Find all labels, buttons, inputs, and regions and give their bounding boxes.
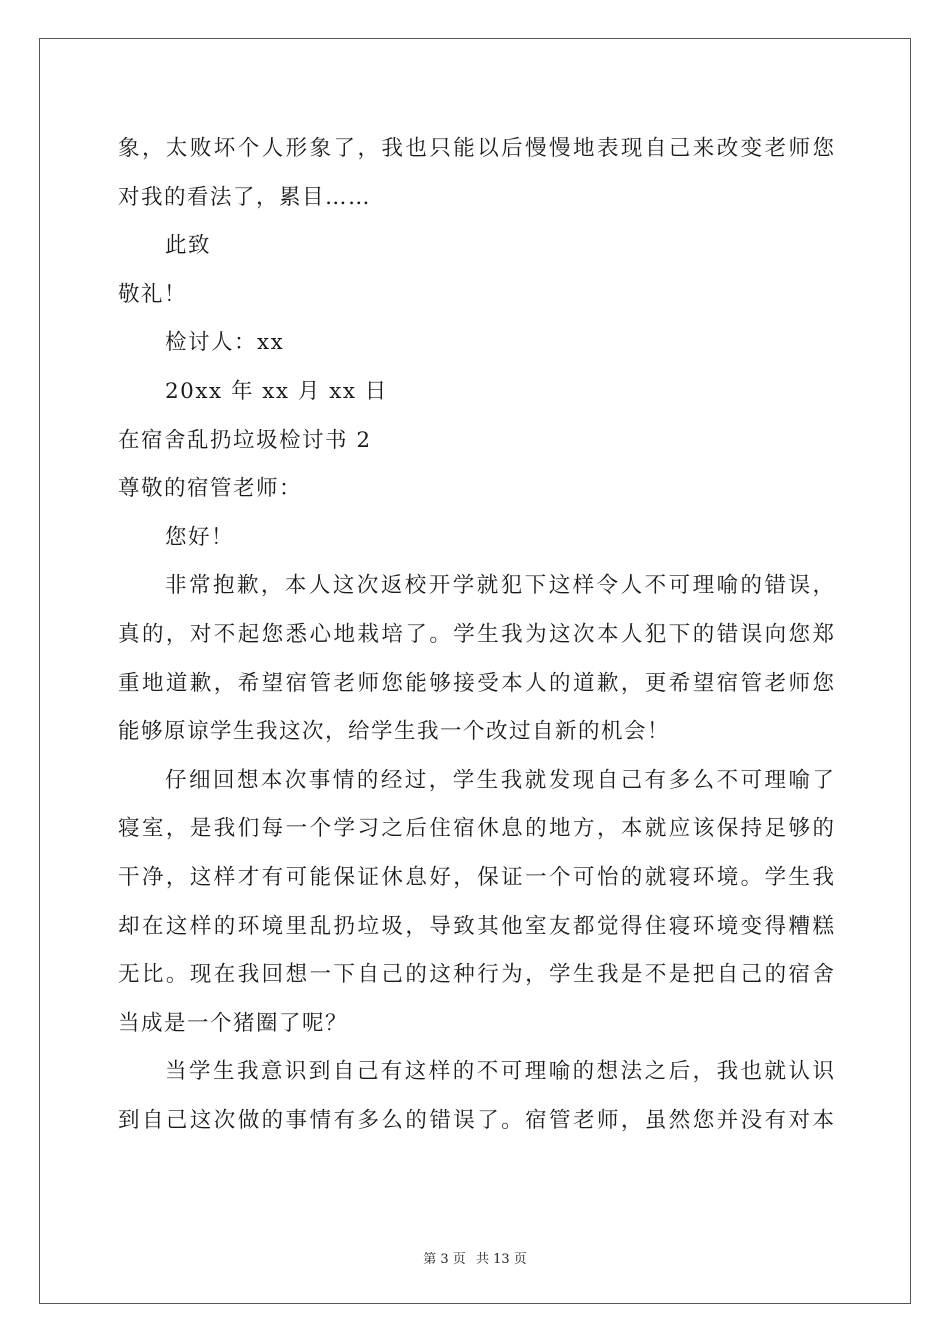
greeting: 您好！ bbox=[165, 524, 235, 550]
text-line: 干净，这样才有可能保证休息好，保证一个可怡的就寝环境。学生我 bbox=[118, 864, 834, 890]
document-body bbox=[118, 125, 834, 1145]
text-line: 能够原谅学生我这次，给学生我一个改过自新的机会！ bbox=[118, 719, 671, 745]
page-number: 第 3 页 bbox=[423, 1252, 466, 1267]
page-total: 共 13 页 bbox=[475, 1252, 527, 1267]
text-line: 当成是一个猪圈了呢？ bbox=[118, 1010, 349, 1036]
text-line: 到自己这次做的事情有多么的错误了。宿管老师，虽然您并没有对本 bbox=[118, 1107, 834, 1133]
text-line: 无比。现在我回想一下自己的这种行为，学生我是不是把自己的宿舍 bbox=[118, 962, 834, 988]
text-line: 象，太败坏个人形象了，我也只能以后慢慢地表现自己来改变老师您 bbox=[118, 136, 834, 161]
text-line: 此致 bbox=[165, 233, 212, 259]
signature-line: 检讨人：xx bbox=[165, 330, 285, 356]
text-line: 真的，对不起您悉心地栽培了。学生我为这次本人犯下的错误向您郑 bbox=[118, 621, 834, 647]
text-line: 重地道歉，希望宿管老师您能够接受本人的道歉，更希望宿管老师您 bbox=[118, 670, 834, 696]
salutation: 尊敬的宿管老师： bbox=[118, 476, 303, 502]
date-line: 20xx 年 xx 月 xx 日 bbox=[165, 378, 388, 404]
page-footer bbox=[0, 1248, 950, 1267]
text-line: 寝室，是我们每一个学习之后住宿休息的地方，本就应该保持足够的 bbox=[118, 816, 834, 842]
text-line: 仔细回想本次事情的经过，学生我就发现自己有多么不可理喻了 bbox=[165, 767, 834, 793]
text-line: 非常抱歉，本人这次返校开学就犯下这样令人不可理喻的错误， bbox=[165, 573, 834, 599]
text-line: 敬礼！ bbox=[118, 281, 188, 307]
section-title: 在宿舍乱扔垃圾检讨书 2 bbox=[118, 427, 372, 453]
text-line: 对我的看法了，累目…… bbox=[118, 184, 372, 210]
text-line: 却在这样的环境里乱扔垃圾，导致其他室友都觉得住寝环境变得糟糕 bbox=[118, 913, 834, 939]
text-line: 当学生我意识到自己有这样的不可理喻的想法之后，我也就认识 bbox=[165, 1059, 834, 1085]
